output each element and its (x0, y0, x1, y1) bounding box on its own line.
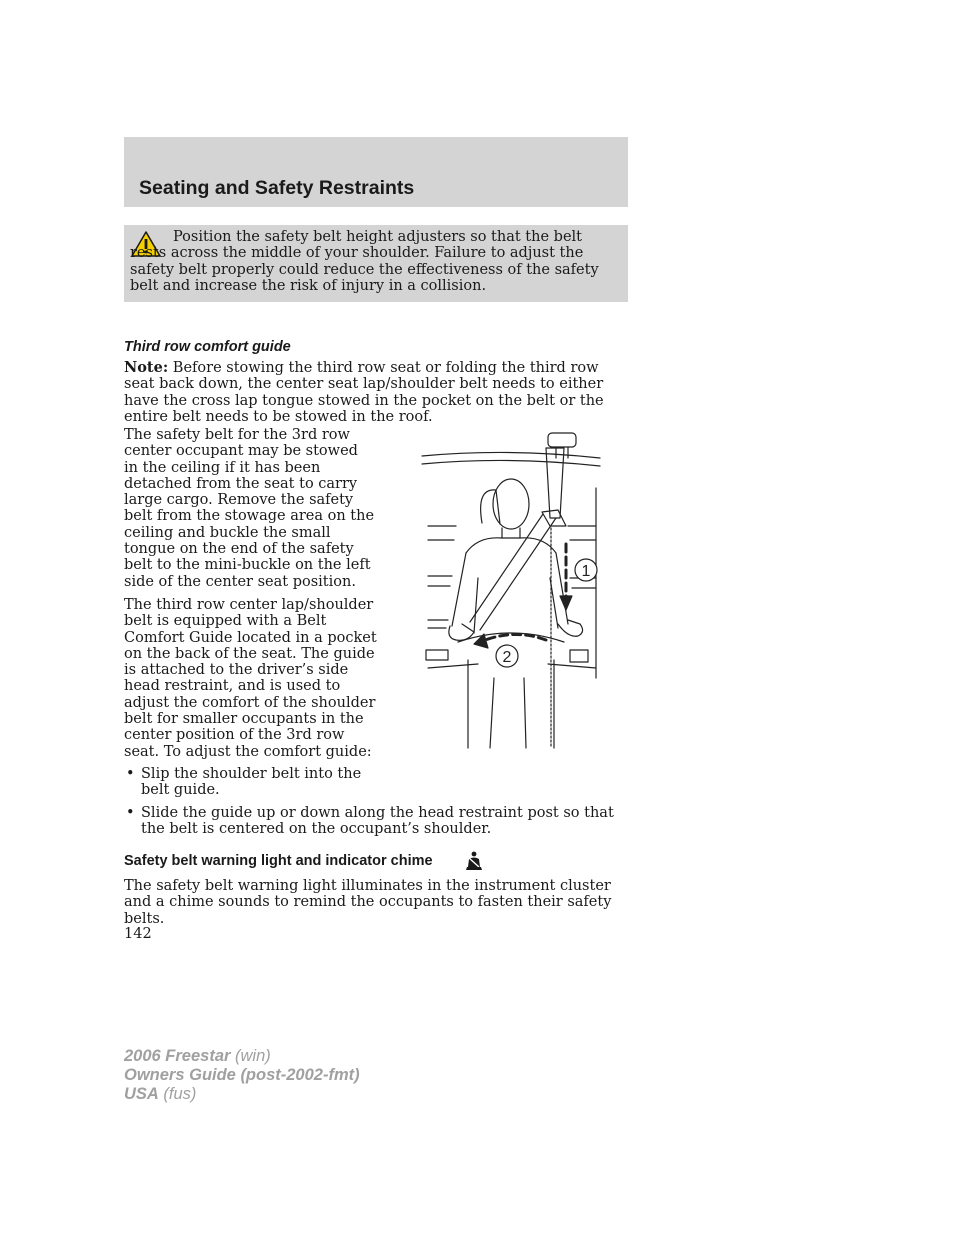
footer-market: USA (124, 1085, 159, 1103)
seatbelt-person-icon (465, 851, 483, 871)
footer-model: 2006 Freestar (124, 1047, 231, 1065)
comfort-guide-paragraph: The third row center lap/shoulder belt is equipped with a Belt Comfort Guide located in a pocket on the back of the seat. The guide is attached to the driver’s side head restraint, and is used to adjust the comfort of the shoulder belt for smaller occupants in the center position of the 3rd row seat. To adjust the comfort guide: (124, 597, 377, 760)
instruction-list (124, 766, 614, 837)
page-number: 142 (124, 926, 152, 942)
callout-1-label: 1 (581, 563, 591, 580)
comfort-guide-illustration (418, 428, 604, 754)
note-paragraph (124, 360, 604, 425)
note-text: Before stowing the third row seat or folding the third row seat back down, the center seat lap/shoulder belt needs to either have the cross lap tongue stowed in the pocket on the belt or the entire belt needs to be stowed in the roof. (124, 360, 604, 425)
footer-guide: Owners Guide (post-2002-fmt) (124, 1066, 360, 1084)
warning-light-text: The safety belt warning light illuminates in the instrument cluster and a chime sounds to remind the occupants to fasten their safety belts. (124, 878, 612, 927)
footer-model-code: (win) (230, 1047, 271, 1065)
stowage-paragraph: The safety belt for the 3rd row center occupant may be stowed in the ceiling if it has been detached from the seat to carry large cargo. Remove the safety belt from the stowage area on the ceiling and buckle the small tongue on the end of the safety belt to the mini-buckle on the left side of the center seat position. (124, 427, 375, 590)
footer (124, 1047, 360, 1104)
warning-text: Position the safety belt height adjusters so that the belt rests across the middle of your shoulder. Failure to adjust the safety belt properly could reduce the effectiveness of the safety belt and increase the risk of injury in a collision. (130, 229, 599, 294)
footer-market-code: (fus) (158, 1085, 197, 1103)
callout-2-label: 2 (502, 649, 512, 666)
warning-light-heading: Safety belt warning light and indicator chime (124, 853, 433, 869)
comfort-guide-heading: Third row comfort guide (124, 339, 291, 355)
note-label: Note: (124, 359, 169, 376)
list-item: • Slide the guide up or down along the head restraint post so that the belt is centered on the occupant’s shoulder. (124, 805, 614, 838)
list-item: • Slip the shoulder belt into the belt guide. (124, 766, 366, 799)
section-title: Seating and Safety Restraints (139, 177, 415, 199)
